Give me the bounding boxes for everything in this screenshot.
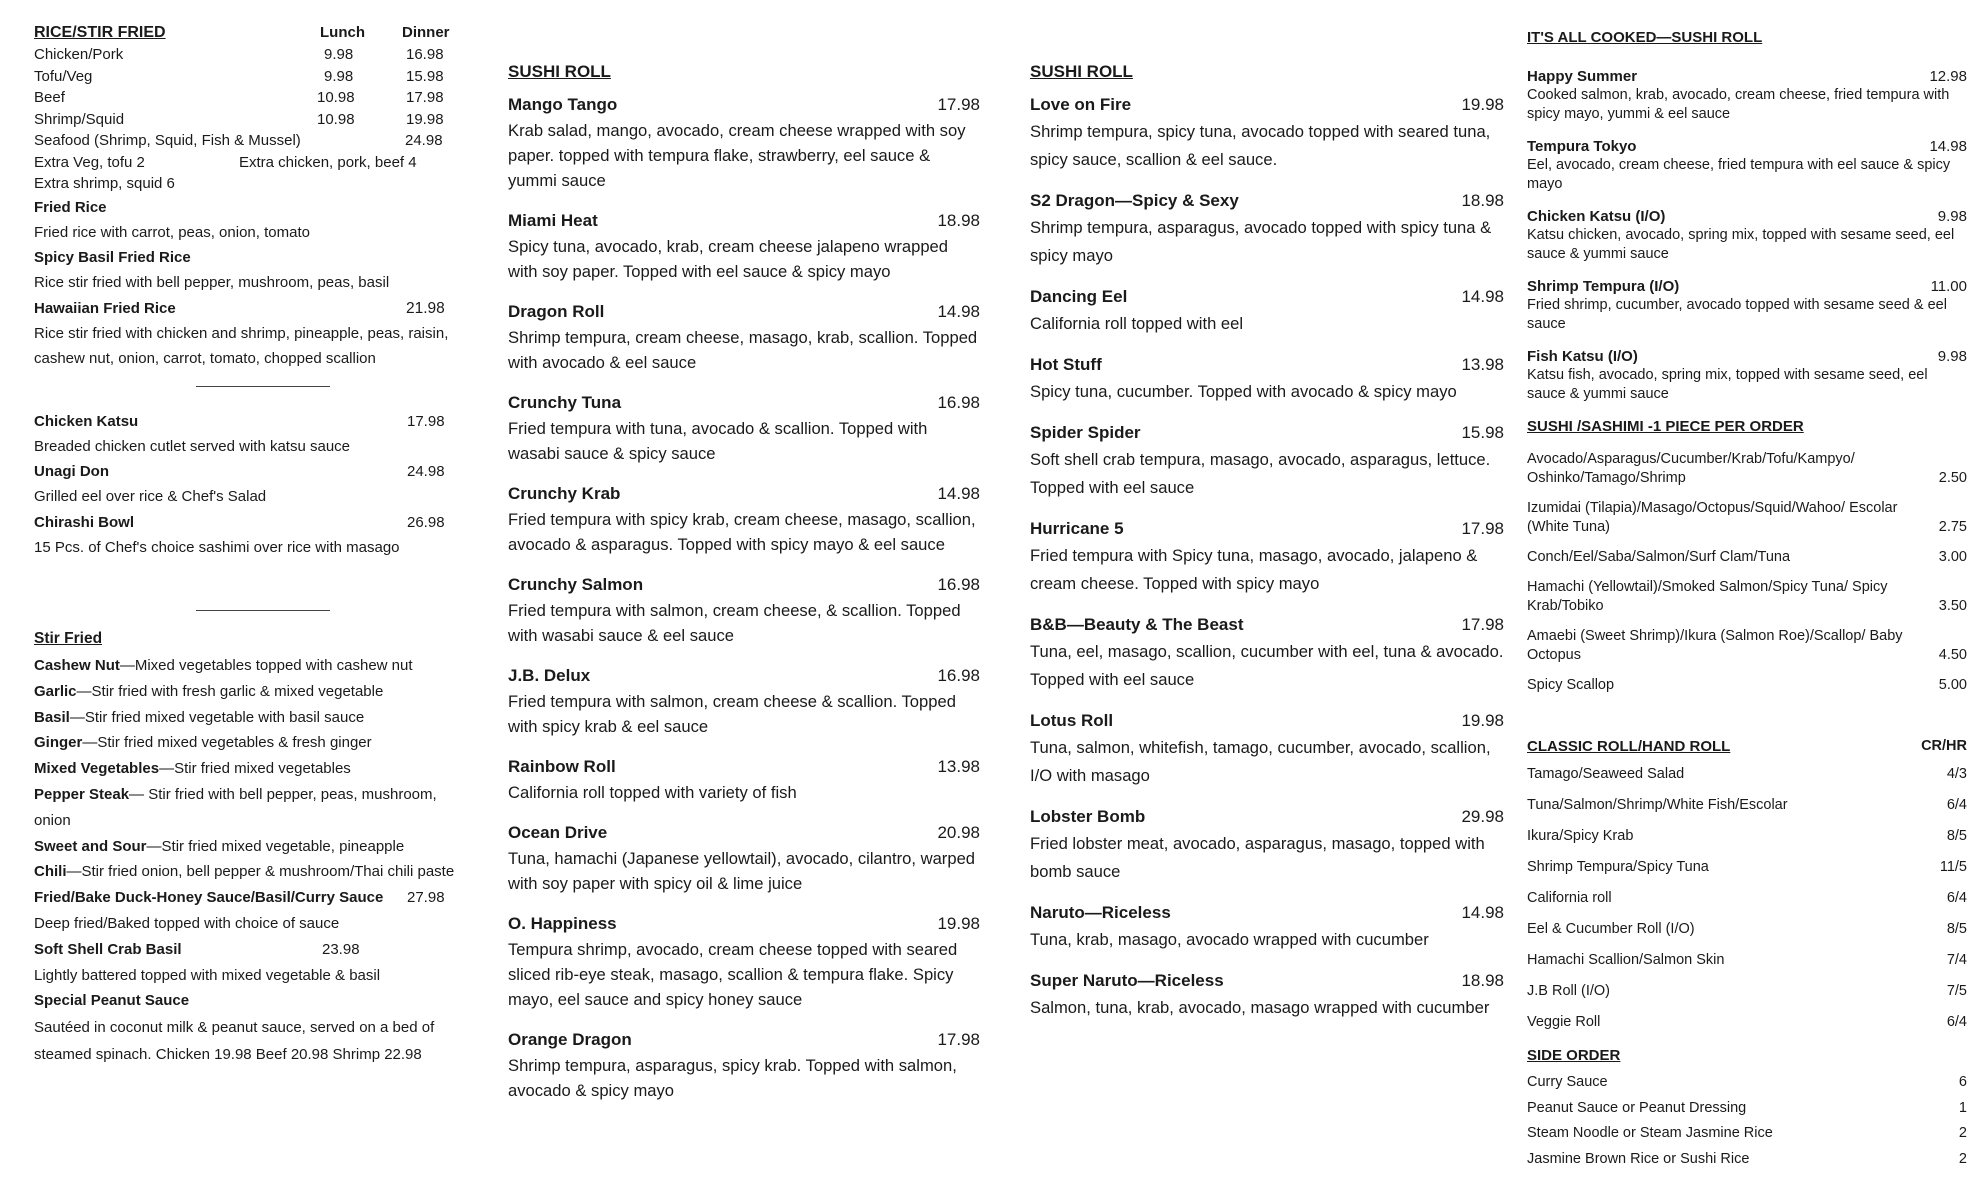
item-price: 2.75 xyxy=(1938,519,1967,535)
menu-item xyxy=(1527,137,1967,194)
item-title: Lobster Bomb xyxy=(1030,807,1146,826)
menu-item xyxy=(508,754,980,805)
extras-row xyxy=(34,152,472,174)
item-title: Love on Fire xyxy=(1030,95,1132,114)
list-item: Chili—Stir fried onion, bell pepper & mushroom/Thai chili paste xyxy=(34,863,455,881)
item-price: 3.50 xyxy=(1938,598,1967,614)
list-item: Garlic—Stir fried with fresh garlic & mixed vegetable xyxy=(34,682,384,700)
sushi-roll-header: SUSHI ROLL xyxy=(508,62,611,81)
table-row: Peanut Sauce or Peanut Dressing 1 xyxy=(1527,1099,1967,1116)
extra-text: Extra shrimp, squid 6 xyxy=(34,175,175,192)
menu-item-desc: Grilled eel over rice & Chef's Salad xyxy=(34,488,267,505)
menu-item xyxy=(508,911,980,1012)
item-price: 14.98 xyxy=(937,302,980,321)
item-desc: Tuna, hamachi (Japanese yellowtail), avocado, cilantro, warped with soy paper with spicy oil & lime juice xyxy=(508,849,976,893)
item-title: O. Happiness xyxy=(508,914,617,933)
menu-item xyxy=(1030,968,1504,1022)
item-desc: Tuna, salmon, whitefish, tamago, cucumber, avocado, scallion, I/O with masago xyxy=(1030,738,1491,785)
item-price: 6 xyxy=(1958,1074,1967,1090)
table-row: Tamago/Seaweed Salad 4/3 xyxy=(1527,766,1967,782)
item-desc: Fried lobster meat, avocado, asparagus, masago, topped with bomb sauce xyxy=(1030,834,1485,881)
cr-hr-label: CR/HR xyxy=(1921,738,1967,754)
item-price: 27.98 xyxy=(407,889,445,907)
item-price: 17.98 xyxy=(937,95,980,114)
item-price: 15.98 xyxy=(1461,423,1504,442)
dinner-price: 17.98 xyxy=(406,89,444,106)
list-item: Pepper Steak— Stir fried with bell pepper, peas, mushroom, onion xyxy=(34,785,437,829)
menu-item xyxy=(1030,708,1504,790)
item-price: 21.98 xyxy=(406,299,445,317)
table-row: Conch/Eel/Saba/Salmon/Surf Clam/Tuna 3.00 xyxy=(1527,549,1967,565)
dinner-price: 24.98 xyxy=(405,132,443,149)
menu-item xyxy=(1527,67,1967,124)
item-price: 18.98 xyxy=(1461,191,1504,210)
classic-header: CLASSIC ROLL/HAND ROLL xyxy=(1527,738,1731,755)
menu-item xyxy=(508,1027,980,1103)
item-price: 23.98 xyxy=(322,940,360,958)
column-sushi-roll-1 xyxy=(508,62,980,1118)
table-row: Tuna/Salmon/Shrimp/White Fish/Escolar 6/4 xyxy=(1527,797,1967,813)
item-title: Shrimp Tempura (I/O) xyxy=(1527,278,1680,295)
list-item: Ginger—Stir fried mixed vegetables & fresh ginger xyxy=(34,734,372,752)
item-title: Mango Tango xyxy=(508,95,618,114)
item-price: 7/5 xyxy=(1946,983,1967,999)
menu-item xyxy=(1030,352,1504,406)
item-price: 9.98 xyxy=(1937,348,1967,365)
menu-item-desc: Fried rice with carrot, peas, onion, tomato xyxy=(34,223,310,241)
dinner-price: 15.98 xyxy=(406,67,444,85)
item-desc: California roll topped with eel xyxy=(1030,314,1244,333)
item-title: Dancing Eel xyxy=(1030,287,1128,306)
menu-item-title: Spicy Basil Fried Rice xyxy=(34,249,191,266)
menu-item-desc: Breaded chicken cutlet served with katsu sauce xyxy=(34,437,351,455)
item-title: Rainbow Roll xyxy=(508,757,616,776)
item-price: 26.98 xyxy=(407,513,445,531)
rice-header-row xyxy=(34,22,472,44)
menu-item-title: Hawaiian Fried Rice 21.98 xyxy=(34,296,472,321)
list-item: Sweet and Sour—Stir fried mixed vegetable, pineapple xyxy=(34,837,405,855)
item-price: 14.98 xyxy=(1461,903,1504,922)
list-item: Special Peanut Sauce xyxy=(34,992,190,1010)
item-title: Super Naruto—Riceless xyxy=(1030,971,1224,990)
lunch-label: Lunch xyxy=(320,24,365,41)
item-price: 18.98 xyxy=(937,211,980,230)
item-title: Naruto—Riceless xyxy=(1030,903,1171,922)
item-price: 11/5 xyxy=(1939,859,1967,875)
item-price: 13.98 xyxy=(937,757,980,776)
lunch-price: 10.98 xyxy=(317,110,355,128)
menu-item-title: Unagi Don 24.98 xyxy=(34,459,472,484)
divider xyxy=(196,386,330,387)
item-price: 2 xyxy=(1958,1150,1967,1167)
dinner-price: 16.98 xyxy=(406,46,444,63)
item-price: 4.50 xyxy=(1938,647,1967,663)
item-desc: Spicy tuna, cucumber. Topped with avocado & spicy mayo xyxy=(1030,382,1457,401)
item-price: 19.98 xyxy=(1461,95,1504,114)
item-desc: Tempura shrimp, avocado, cream cheese topped with seared sliced rib-eye steak, masago, scallion & tempura flake. Spicy mayo, eel sauce and spicy honey sauce xyxy=(508,940,958,1009)
table-row: Eel & Cucumber Roll (I/O) 8/5 xyxy=(1527,921,1967,937)
item-title: B&B—Beauty & The Beast xyxy=(1030,615,1244,634)
lunch-price: 10.98 xyxy=(317,89,355,106)
table-row xyxy=(34,44,472,66)
table-row: Jasmine Brown Rice or Sushi Rice 2 xyxy=(1527,1150,1967,1167)
item-desc: Shrimp tempura, cream cheese, masago, krab, scallion. Topped with avocado & eel sauce xyxy=(508,328,978,372)
item-desc: Cooked salmon, krab, avocado, cream cheese, fried tempura with spicy mayo, yummi & eel sauce xyxy=(1527,87,1950,122)
item-price: 1 xyxy=(1958,1099,1967,1116)
table-row xyxy=(34,66,472,88)
item-desc: Soft shell crab tempura, masago, avocado, asparagus, lettuce. Topped with eel sauce xyxy=(1030,450,1491,497)
menu-item xyxy=(1527,277,1967,334)
item-price: 19.98 xyxy=(937,914,980,933)
table-row: Avocado/Asparagus/Cucumber/Krab/Tofu/Kampyo/ Oshinko/Tamago/Shrimp 2.50 xyxy=(1527,451,1967,486)
item-price: 6/4 xyxy=(1946,797,1967,813)
menu-item xyxy=(508,299,980,375)
item-price: 12.98 xyxy=(1929,68,1967,85)
item-desc: Shrimp tempura, asparagus, spicy krab. Topped with salmon, avocado & spicy mayo xyxy=(508,1056,957,1100)
table-row: Izumidai (Tilapia)/Masago/Octopus/Squid/Wahoo/ Escolar (White Tuna) 2.75 xyxy=(1527,500,1967,535)
item-price: 11.00 xyxy=(1930,278,1967,295)
table-row: Veggie Roll 6/4 xyxy=(1527,1014,1967,1030)
menu-item-desc: Rice stir fried with bell pepper, mushroom, peas, basil xyxy=(34,274,390,291)
menu-item xyxy=(1527,347,1967,404)
table-row: Hamachi Scallion/Salmon Skin 7/4 xyxy=(1527,952,1967,968)
item-title: S2 Dragon—Spicy & Sexy xyxy=(1030,191,1239,210)
table-row: Ikura/Spicy Krab 8/5 xyxy=(1527,828,1967,844)
list-item: Cashew Nut—Mixed vegetables topped with cashew nut xyxy=(34,657,413,674)
menu-item-desc: Lightly battered topped with mixed vegetable & basil xyxy=(34,966,381,984)
list-item: Mixed Vegetables—Stir fried mixed vegetables xyxy=(34,760,351,778)
item-price: 29.98 xyxy=(1461,807,1504,826)
menu-item xyxy=(508,390,980,466)
list-item: Basil—Stir fried mixed vegetable with basil sauce xyxy=(34,708,365,726)
item-price: 2.50 xyxy=(1938,470,1967,486)
menu-item xyxy=(1030,420,1504,502)
item-price: 2 xyxy=(1958,1125,1967,1142)
menu-item xyxy=(1030,188,1504,270)
item-title: Miami Heat xyxy=(508,211,598,230)
item-desc: California roll topped with variety of fish xyxy=(508,783,797,802)
item-desc: Fried tempura with tuna, avocado & scallion. Topped with wasabi sauce & spicy sauce xyxy=(508,419,928,463)
menu-item-desc: Deep fried/Baked topped with choice of sauce xyxy=(34,914,340,932)
item-title: Dragon Roll xyxy=(508,302,605,321)
menu-item xyxy=(1030,516,1504,598)
side-order-header: SIDE ORDER xyxy=(1527,1047,1621,1064)
item-title: Spider Spider xyxy=(1030,423,1141,442)
item-title: Fish Katsu (I/O) xyxy=(1527,348,1638,365)
item-price: 14.98 xyxy=(1929,138,1967,155)
dinner-label: Dinner xyxy=(402,24,450,41)
item-title: Ocean Drive xyxy=(508,823,608,842)
item-price: 18.98 xyxy=(1461,971,1504,990)
sashimi-header: SUSHI /SASHIMI -1 PIECE PER ORDER xyxy=(1527,418,1804,435)
rice-header: RICE/STIR FRIED xyxy=(34,24,166,41)
row-name: Chicken/Pork xyxy=(34,46,124,63)
item-price: 16.98 xyxy=(937,666,980,685)
list-item: Fried/Bake Duck-Honey Sauce/Basil/Curry Sauce 27.98 xyxy=(34,885,472,911)
table-row: J.B Roll (I/O) 7/5 xyxy=(1527,983,1967,999)
item-price: 17.98 xyxy=(1461,519,1504,538)
menu-item xyxy=(1030,612,1504,694)
item-price: 17.98 xyxy=(407,412,445,430)
row-name: Shrimp/Squid xyxy=(34,110,125,128)
menu-item xyxy=(508,820,980,896)
extra-text: Extra Veg, tofu 2 xyxy=(34,153,145,171)
item-price: 9.98 xyxy=(1937,208,1967,225)
item-price: 24.98 xyxy=(407,463,445,480)
table-row: California roll 6/4 xyxy=(1527,890,1967,906)
item-price: 14.98 xyxy=(937,484,980,503)
menu-item xyxy=(508,663,980,739)
table-row: Spicy Scallop 5.00 xyxy=(1527,677,1967,693)
lunch-price: 9.98 xyxy=(324,46,354,63)
menu-item-title: Chicken Katsu 17.98 xyxy=(34,409,472,434)
classic-header-row xyxy=(1527,737,1967,765)
table-row xyxy=(34,130,472,152)
row-name: Seafood (Shrimp, Squid, Fish & Mussel) xyxy=(34,132,301,149)
item-price: 16.98 xyxy=(937,575,980,594)
item-desc: Tuna, krab, masago, avocado wrapped with cucumber xyxy=(1030,930,1429,949)
item-title: Chicken Katsu (I/O) xyxy=(1527,208,1666,225)
list-item: Soft Shell Crab Basil 23.98 xyxy=(34,937,472,963)
row-name: Tofu/Veg xyxy=(34,67,93,85)
table-row xyxy=(34,87,472,109)
item-price: 4/3 xyxy=(1946,766,1967,782)
menu-item xyxy=(1527,207,1967,264)
divider xyxy=(196,610,330,611)
item-price: 13.98 xyxy=(1461,355,1504,374)
item-title: Orange Dragon xyxy=(508,1030,632,1049)
menu-item-title: Chirashi Bowl 26.98 xyxy=(34,510,472,535)
item-desc: Krab salad, mango, avocado, cream cheese wrapped with soy paper. topped with tempura flake, strawberry, eel sauce & yummi sauce xyxy=(508,121,966,190)
column-cooked-sushi-side xyxy=(1527,28,1967,1175)
item-title: Hurricane 5 xyxy=(1030,519,1124,538)
cooked-header: IT'S ALL COOKED—SUSHI ROLL xyxy=(1527,29,1763,46)
item-title: Crunchy Salmon xyxy=(508,575,644,594)
row-name: Beef xyxy=(34,89,65,106)
item-price: 3.00 xyxy=(1938,549,1967,565)
extras-row xyxy=(34,173,472,195)
item-desc: Salmon, tuna, krab, avocado, masago wrapped with cucumber xyxy=(1030,998,1490,1017)
table-row: Curry Sauce 6 xyxy=(1527,1074,1967,1090)
item-title: Crunchy Tuna xyxy=(508,393,622,412)
item-desc: Shrimp tempura, asparagus, avocado topped with spicy tuna & spicy mayo xyxy=(1030,218,1492,265)
item-desc: Katsu chicken, avocado, spring mix, topped with sesame seed, eel sauce & yummi sauce xyxy=(1527,227,1955,262)
item-desc: Fried tempura with spicy krab, cream cheese, masago, scallion, avocado & asparagus. Topped with spicy mayo & eel sauce xyxy=(508,510,976,554)
stir-list xyxy=(34,653,472,1068)
item-desc: Fried tempura with Spicy tuna, masago, avocado, jalapeno & cream cheese. Topped with spicy mayo xyxy=(1030,546,1478,593)
item-price: 16.98 xyxy=(937,393,980,412)
item-desc: Fried tempura with salmon, cream cheese & scallion. Topped with spicy krab & eel sauce xyxy=(508,692,956,736)
table-row: Amaebi (Sweet Shrimp)/Ikura (Salmon Roe)/Scallop/ Baby Octopus 4.50 xyxy=(1527,628,1967,663)
item-desc: Shrimp tempura, spicy tuna, avocado topped with seared tuna, spicy sauce, scallion & eel sauce. xyxy=(1030,122,1491,169)
item-title: Hot Stuff xyxy=(1030,355,1102,374)
item-desc: Katsu fish, avocado, spring mix, topped with sesame seed, eel sauce & yummi sauce xyxy=(1527,367,1928,402)
menu-item xyxy=(508,92,980,193)
table-row: Steam Noodle or Steam Jasmine Rice 2 xyxy=(1527,1125,1967,1142)
menu-item-desc: Rice stir fried with chicken and shrimp, pineapple, peas, raisin, cashew nut, onion, carrot, tomato, chopped scallion xyxy=(34,324,449,367)
item-desc: Spicy tuna, avocado, krab, cream cheese jalapeno wrapped with soy paper. Topped with eel sauce & spicy mayo xyxy=(508,237,949,281)
item-price: 14.98 xyxy=(1461,287,1504,306)
item-price: 6/4 xyxy=(1946,1014,1967,1030)
menu-item xyxy=(508,481,980,557)
item-price: 20.98 xyxy=(937,823,980,842)
menu-item xyxy=(1030,804,1504,886)
menu-item-title: Fried Rice xyxy=(34,198,107,216)
item-title: Lotus Roll xyxy=(1030,711,1114,730)
item-desc: Fried shrimp, cucumber, avocado topped with sesame seed & eel sauce xyxy=(1527,297,1947,332)
sushi-roll-header: SUSHI ROLL xyxy=(1030,62,1133,81)
item-price: 8/5 xyxy=(1946,921,1967,937)
item-title: J.B. Delux xyxy=(508,666,591,685)
column-sushi-roll-2 xyxy=(1030,62,1504,1036)
item-title: Crunchy Krab xyxy=(508,484,621,503)
item-price: 19.98 xyxy=(1461,711,1504,730)
item-desc: Fried tempura with salmon, cream cheese, & scallion. Topped with wasabi sauce & eel sauce xyxy=(508,601,961,645)
item-title: Tempura Tokyo xyxy=(1527,138,1637,155)
table-row: Shrimp Tempura/Spicy Tuna 11/5 xyxy=(1527,859,1967,875)
item-price: 7/4 xyxy=(1946,952,1967,968)
menu-item xyxy=(508,572,980,648)
column-rice-stir-fried xyxy=(34,22,472,1068)
menu-item xyxy=(1030,92,1504,174)
item-price: 6/4 xyxy=(1946,890,1967,906)
item-title: Happy Summer xyxy=(1527,68,1638,85)
table-row xyxy=(34,109,472,131)
table-row: Hamachi (Yellowtail)/Smoked Salmon/Spicy Tuna/ Spicy Krab/Tobiko 3.50 xyxy=(1527,579,1967,614)
extra-text: Extra chicken, pork, beef 4 xyxy=(239,153,417,171)
dinner-price: 19.98 xyxy=(406,110,444,128)
item-price: 5.00 xyxy=(1938,677,1967,693)
menu-item xyxy=(508,208,980,284)
item-price: 17.98 xyxy=(937,1030,980,1049)
item-desc: Eel, avocado, cream cheese, fried tempura with eel sauce & spicy mayo xyxy=(1527,157,1951,192)
menu-item xyxy=(1030,900,1504,954)
item-desc: Tuna, eel, masago, scallion, cucumber with eel, tuna & avocado. Topped with eel sauce xyxy=(1030,642,1504,689)
lunch-price: 9.98 xyxy=(324,67,354,85)
item-price: 8/5 xyxy=(1946,828,1967,844)
item-price: 17.98 xyxy=(1461,615,1504,634)
menu-item-desc: Sautéed in coconut milk & peanut sauce, served on a bed of steamed spinach. Chicken 19.98 Beef 20.98 Shrimp 22.98 xyxy=(34,1019,435,1064)
menu-item xyxy=(1030,284,1504,338)
menu-item-desc: 15 Pcs. of Chef's choice sashimi over rice with masago xyxy=(34,538,400,556)
stir-fried-header: Stir Fried xyxy=(34,630,103,647)
